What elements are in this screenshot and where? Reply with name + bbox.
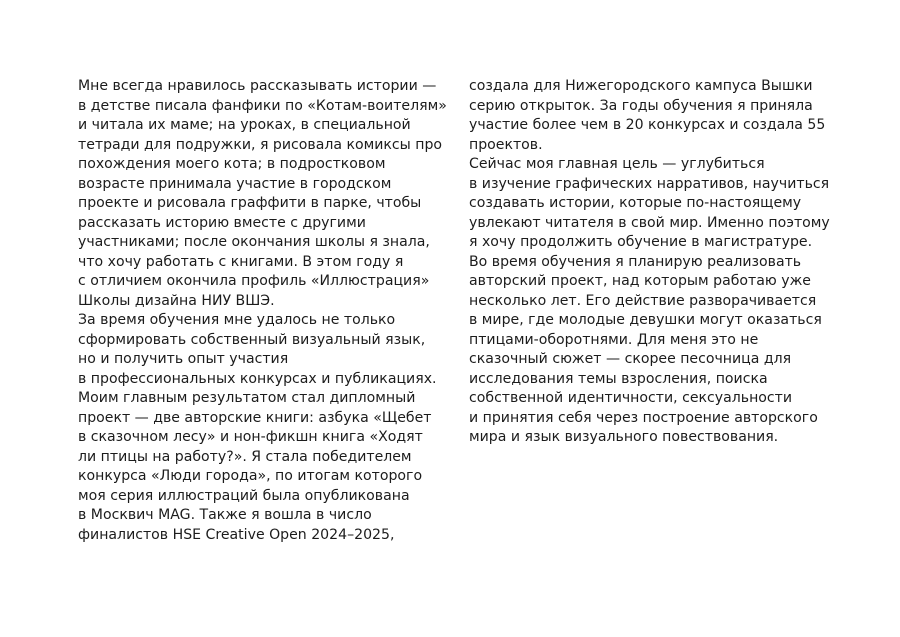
right-column-line: и принятия себя через построение авторского — [469, 409, 818, 426]
right-column-line: создала для Нижегородского кампуса Вышки — [469, 78, 813, 94]
right-column-line: несколько лет. Его действие разворачивается — [469, 292, 817, 309]
left-column-line: возрасте принимала участие в городском — [78, 175, 392, 192]
left-column-line: рассказать историю вместе с другими — [78, 214, 366, 231]
left-column-line: в детстве писала фанфики по «Котам-воителям» — [78, 97, 447, 114]
text-column-left — [78, 77, 447, 545]
right-column-line: Во время обучения я планирую реализовать — [469, 253, 802, 270]
right-column-line: проектов. — [469, 136, 543, 153]
right-column-line: я хочу продолжить обучение в магистратуре. — [469, 234, 813, 250]
left-column-line: в профессиональных конкурсах и публикациях. — [78, 370, 437, 387]
left-column-line: похождения моего кота; в подростковом — [78, 156, 386, 172]
right-column-line: увлекают читателя в свой мир. Именно поэтому — [469, 214, 830, 231]
left-column-line: Моим главным результатом стал дипломный — [78, 390, 416, 406]
left-column-line: Мне всегда нравилось рассказывать истории — — [78, 78, 437, 94]
right-column-line: участие более чем в 20 конкурсах и создала 55 — [469, 117, 826, 133]
left-column-line: что хочу работать с книгами. В этом году я — [78, 253, 404, 270]
right-column-line: серию открыток. За годы обучения я приняла — [469, 97, 813, 114]
right-column-line: птицами-оборотнями. Для меня это не — [469, 331, 759, 348]
left-column-line: моя серия иллюстраций была опубликована — [78, 487, 410, 504]
right-column-line: мира и язык визуального повествования. — [469, 429, 779, 445]
left-column-line: но и получить опыт участия — [78, 351, 289, 367]
left-column-line: в Москвич MAG. Также я вошла в число — [78, 507, 372, 523]
left-column-line: сформировать собственный визуальный язык, — [78, 331, 426, 348]
left-column-line: Школы дизайна НИУ ВШЭ. — [78, 292, 275, 309]
left-column-line: конкурса «Люди города», по итогам которого — [78, 468, 423, 484]
right-column-line: Сейчас моя главная цель — углубиться — [469, 156, 765, 172]
right-column-line: авторский проект, над которым работаю уже — [469, 273, 811, 289]
left-column-line: участниками; после окончания школы я знала, — [78, 234, 430, 250]
left-column-line: финалистов HSE Creative Open 2024–2025, — [78, 526, 395, 543]
left-column-line: с отличием окончила профиль «Иллюстрация» — [78, 273, 430, 289]
left-column-line: За время обучения мне удалось не только — [78, 312, 396, 328]
right-column-line: собственной идентичности, сексуальности — [469, 390, 793, 406]
text-column-right — [469, 77, 830, 448]
right-column-line: в мире, где молодые девушки могут оказаться — [469, 312, 822, 328]
left-column-line: и читала их маме; на уроках, в специальной — [78, 117, 411, 133]
right-column-line: исследования темы взросления, поиска — [469, 370, 768, 387]
right-column-line: сказочный сюжет — скорее песочница для — [469, 351, 792, 367]
left-column-line: тетради для подружки, я рисовала комиксы про — [78, 136, 443, 153]
right-column-line: создавать истории, которые по-настоящему — [469, 195, 802, 211]
right-column-line: в изучение графических нарративов, научиться — [469, 175, 830, 192]
left-column-line: проекте и рисовала граффити в парке, чтобы — [78, 195, 422, 211]
left-column-line: проект — две авторские книги: азбука «Щебет — [78, 409, 432, 426]
left-column-line: ли птицы на работу?». Я стала победителем — [78, 448, 412, 465]
left-column-line: в сказочном лесу» и нон-фикшн книга «Ходят — [78, 429, 423, 445]
